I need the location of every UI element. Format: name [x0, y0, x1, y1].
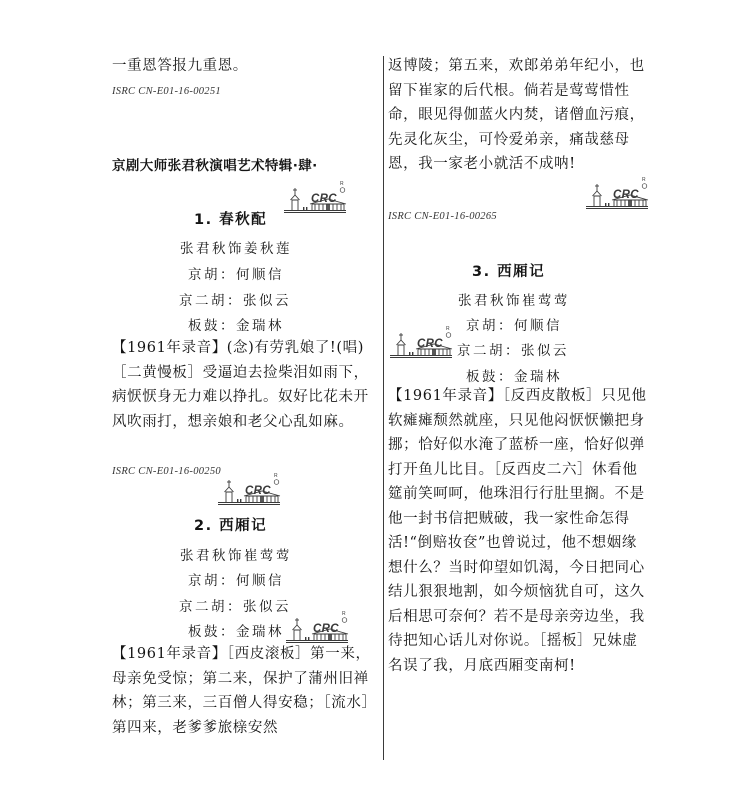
- crc-logo-text: CRC: [311, 193, 337, 205]
- crc-logo-text: CRC: [613, 189, 639, 201]
- registered-mark: R: [274, 473, 278, 479]
- track-3-lyrics: 【1961年录音】［反西皮散板］只见他软瘫瘫颓然就座，只见他闷恹恹懒把身挪；恰好似水淹了蓝桥一座，恰好似弹打开鱼儿比目。［反西皮二六］休看他筵前笑呵呵，他珠泪行行肚里搁。不是他一封书信把贼破，我一家性命怎得活!“倒赔妆奁”也曾说过，他不想姻缘想什么？当时仰望如饥渴，今日把同心结儿狠狠地割，如今烦恼犹自可，这久后相思可奈何？若不是母亲旁边坐，我待把知心话儿对你说。［摇板］兄妹虚名误了我，月底西厢变南柯!: [388, 388, 647, 674]
- track-2-lyrics: 【1961年录音】［西皮滚板］第一来，母亲免受惊；第二来，保护了蒲州旧禅林；第三来，三百僧人得安稳；［流水］第四来，老爹爹旅榇安然: [112, 646, 377, 736]
- track-2-title: 2. 西厢记: [194, 518, 268, 534]
- track-1-bangu: 板鼓：金瑞林: [188, 318, 284, 334]
- registered-mark: R: [342, 611, 346, 617]
- isrc-code: ISRC CN-E01-16-00250: [112, 466, 221, 477]
- track-2-jinghu: 京胡：何顺信: [188, 573, 284, 589]
- track-1-jinghu: 京胡：何顺信: [188, 267, 284, 283]
- track-1-jingerhu: 京二胡：张似云: [179, 293, 291, 309]
- registered-mark: R: [340, 181, 344, 187]
- crc-logo-text: CRC: [245, 485, 271, 497]
- isrc-code: ISRC CN-E01-16-00251: [112, 86, 221, 97]
- registered-mark: R: [446, 326, 450, 332]
- track-2-role: 张君秋饰崔莺莺: [180, 548, 292, 564]
- track-1-lyrics: 【1961年录音】(念)有劳乳娘了!(唱)［二黄慢板］受逼迫去捡柴泪如雨下，病恹恹身无力难以挣扎。奴好比花未开风吹雨打，想亲娘和老父心乱如麻。: [112, 340, 369, 430]
- crc-logo-text: CRC: [313, 623, 339, 635]
- album-title: 京剧大师张君秋演唱艺术特辑·肆·: [112, 158, 318, 174]
- track-2-lyrics-continued: 返博陵；第五来，欢郎弟弟年纪小，也留下崔家的后代根。倘若是莺莺惜性命，眼见得伽蓝火内焚，诸僧血污痕，先灵化灰尘，可怜爱弟亲，痛哉慈母恩，我一家老小就活不成呐!: [388, 58, 645, 172]
- isrc-code: ISRC CN-E01-16-00265: [388, 211, 497, 222]
- track-2-jingerhu: 京二胡：张似云: [179, 599, 291, 615]
- track-3-jinghu: 京胡：何顺信: [466, 318, 562, 334]
- registered-mark: R: [642, 177, 646, 183]
- column-divider: [383, 56, 384, 760]
- track-2-bangu: 板鼓：金瑞林: [188, 624, 284, 640]
- track-3-bangu: 板鼓：金瑞林: [466, 369, 562, 385]
- track-3-jingerhu: 京二胡：张似云: [457, 343, 569, 359]
- intro-lyrics-line: 一重恩答报九重恩。: [112, 58, 248, 74]
- crc-logo-text: CRC: [417, 338, 443, 350]
- track-3-title: 3. 西厢记: [472, 264, 546, 280]
- track-1-role: 张君秋饰姜秋莲: [180, 241, 292, 257]
- track-1-title: 1. 春秋配: [194, 212, 268, 228]
- track-3-role: 张君秋饰崔莺莺: [458, 293, 570, 309]
